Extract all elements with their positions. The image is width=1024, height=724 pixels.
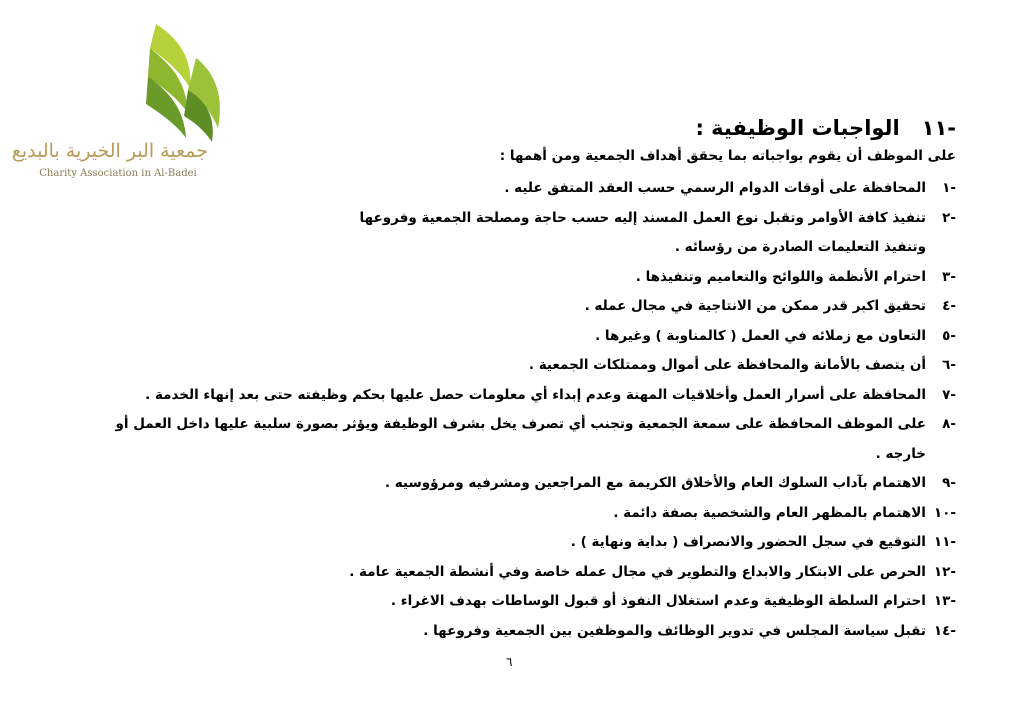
list-item	[76, 381, 956, 411]
item-text: تنفيذ كافة الأوامر وتقبل نوع العمل المسند إليه حسب حاجة ومصلحة الجمعية وفروعها وتنفيذ التعليمات الصادرة من رؤسائه .	[359, 209, 926, 255]
list-item	[76, 410, 956, 469]
logo-english-name: Charity Association in Al-Badei	[39, 168, 197, 179]
item-number: -٧	[942, 386, 956, 403]
list-item	[76, 292, 956, 322]
section-number: -١١	[921, 116, 956, 140]
item-number: -٢	[942, 209, 956, 226]
section-heading	[76, 116, 956, 140]
item-number: -١	[942, 180, 956, 196]
item-number: -٣	[942, 268, 956, 285]
item-text: الاهتمام بآداب السلوك العام والأخلاق الكريمة مع المراجعين ومشرفيه ومرؤوسيه .	[384, 475, 926, 491]
item-number: -١٢	[933, 563, 956, 580]
page-number: ٦	[506, 655, 513, 669]
item-text: احترام الأنظمة واللوائح والتعاميم وتنفيذها .	[635, 268, 926, 285]
list-item	[76, 351, 956, 381]
item-number: -١٣	[933, 593, 956, 609]
list-item	[76, 204, 956, 263]
duties-section	[76, 116, 956, 646]
list-item	[76, 558, 956, 588]
item-number: -٦	[942, 357, 956, 373]
item-text: تقبل سياسة المجلس في تدوير الوظائف والموظفين بين الجمعية وفروعها .	[423, 622, 926, 639]
item-text: تحقيق اكبر قدر ممكن من الانتاجية في مجال عمله .	[584, 298, 926, 314]
section-intro: على الموظف أن يقوم بواجباته بما يحقق أهداف الجمعية ومن أهمها :	[499, 148, 956, 164]
item-text: المحافظة على أسرار العمل وأخلاقيات المهنة وعدم إبداء أي معلومات حصل عليها بحكم وظيفته حتى بعد إنهاء الخدمة .	[145, 386, 926, 403]
item-number: -٩	[942, 475, 956, 491]
list-item	[76, 322, 956, 352]
item-text: على الموظف المحافظة على سمعة الجمعية وتجنب أي تصرف يخل بشرف الوظيفة ويؤثر بصورة سلبية عليها داخل العمل أو خارجه .	[115, 416, 926, 462]
logo-arabic-name: جمعية البر الخيرية بالبديع	[11, 140, 208, 162]
item-text: احترام السلطة الوظيفية وعدم استغلال النفوذ أو قبول الوساطات بهدف الاغراء .	[390, 593, 926, 609]
list-item	[76, 174, 956, 204]
section-title: الواجبات الوظيفية :	[695, 116, 900, 140]
item-text: الحرص على الابتكار والابداع والتطوير في مجال عمله خاصة وفي أنشطة الجمعية عامة .	[349, 563, 926, 580]
item-number: -١٠	[933, 504, 956, 521]
item-text: أن يتصف بالأمانة والمحافظة على أموال وممتلكات الجمعية .	[528, 357, 926, 373]
item-number: -٤	[942, 298, 956, 314]
item-text: التوقيع في سجل الحضور والانصراف ( بداية ونهاية ) .	[570, 534, 926, 550]
item-number: -٨	[942, 416, 956, 432]
list-item	[76, 587, 956, 617]
list-item	[76, 528, 956, 558]
item-number: -١١	[933, 534, 956, 550]
item-number: -١٤	[933, 622, 956, 639]
list-item	[76, 499, 956, 529]
list-item	[76, 469, 956, 499]
list-item	[76, 617, 956, 647]
item-text: المحافظة على أوقات الدوام الرسمي حسب العقد المتفق عليه .	[504, 180, 926, 196]
item-number: -٥	[942, 327, 956, 344]
item-text: التعاون مع زملائه في العمل ( كالمناوبة ) وغيرها .	[595, 327, 926, 344]
duties-list	[76, 174, 956, 646]
item-text: الاهتمام بالمظهر العام والشخصية بصفة دائمة .	[613, 504, 926, 521]
list-item	[76, 263, 956, 293]
